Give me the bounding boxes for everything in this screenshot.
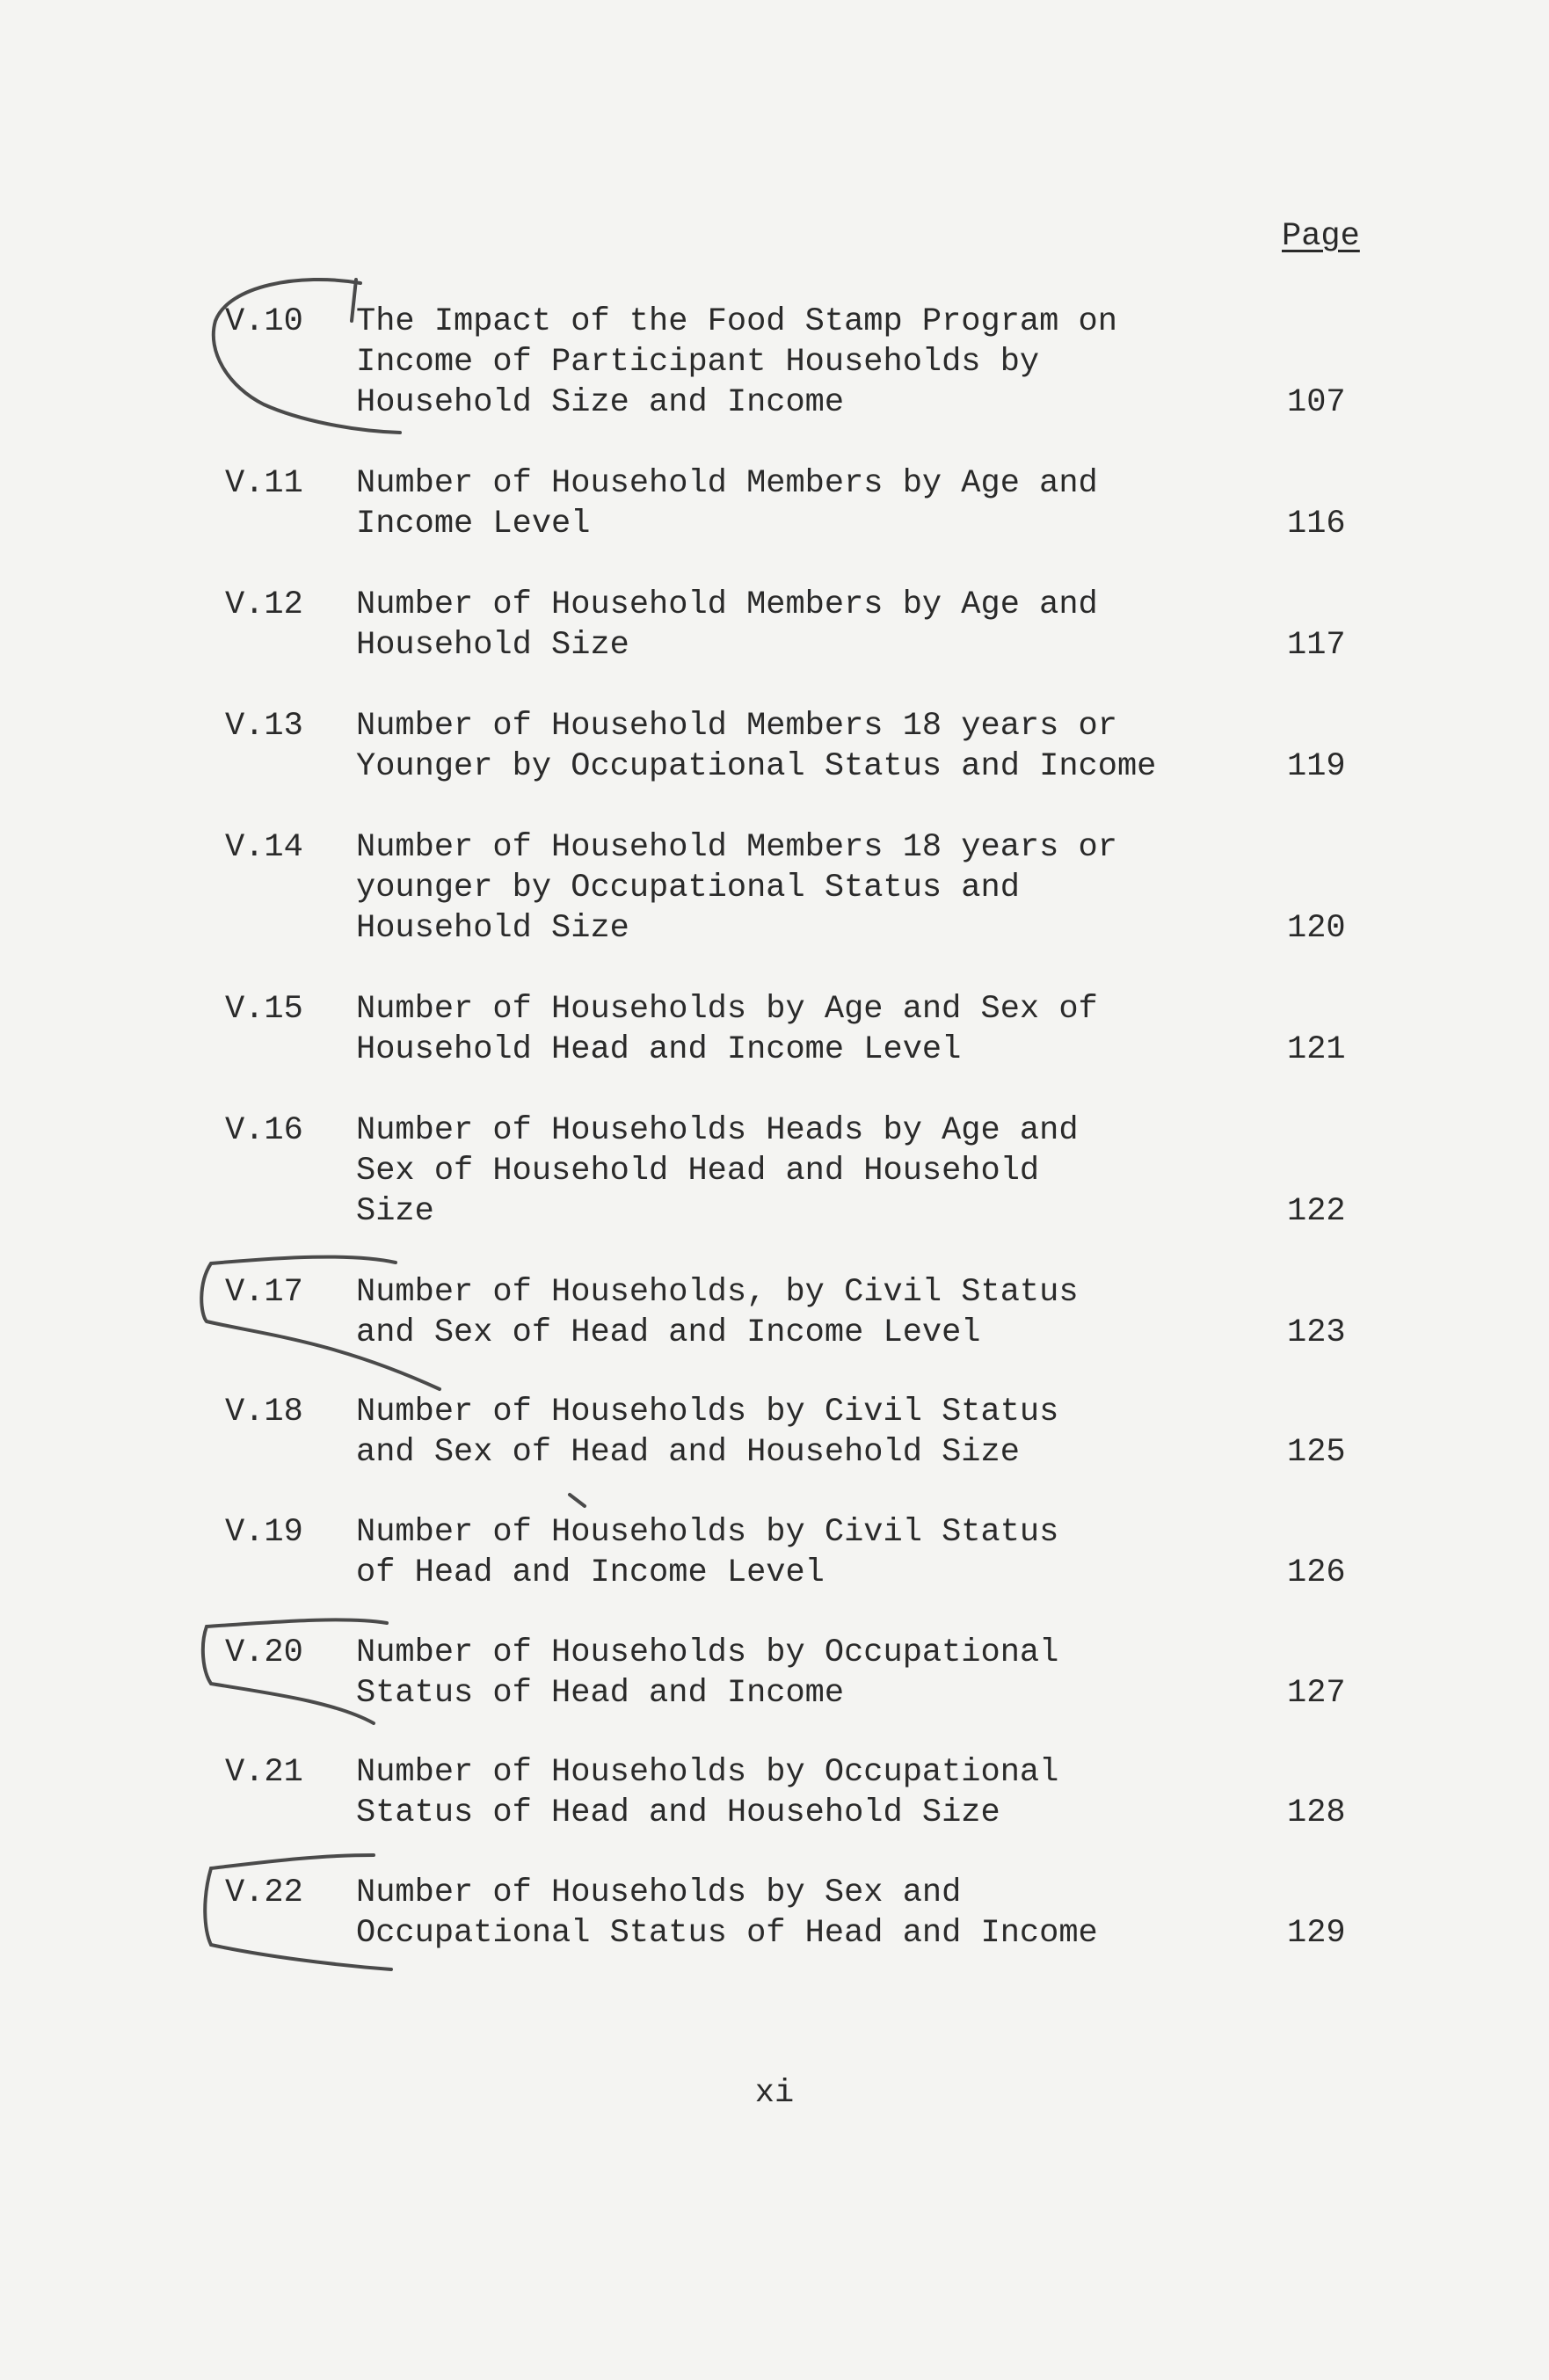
table-number: V.11 xyxy=(225,465,303,502)
page-number: 116 xyxy=(1287,506,1346,542)
table-title: Number of Households by Civil Status of Head and Income Level xyxy=(356,1514,1059,1591)
page-column-header: Page xyxy=(1282,218,1360,255)
table-number: V.22 xyxy=(225,1874,303,1911)
table-number: V.16 xyxy=(225,1112,303,1149)
table-title: Number of Household Members by Age and Income Level xyxy=(356,465,1098,542)
table-title: Number of Households by Sex and Occupational Status of Head and Income xyxy=(356,1874,1098,1952)
page-number: 121 xyxy=(1287,1031,1346,1068)
table-title: Number of Households by Occupational Status of Head and Household Size xyxy=(356,1754,1059,1831)
table-title: Number of Household Members 18 years or younger by Occupational Status and Household Size xyxy=(356,829,1117,947)
page-number: 122 xyxy=(1287,1193,1346,1230)
pen-stray-mark xyxy=(570,1495,585,1506)
page-number: 129 xyxy=(1287,1915,1346,1952)
table-number: V.19 xyxy=(225,1514,303,1551)
page-number: 119 xyxy=(1287,748,1346,785)
pen-tick-mark xyxy=(352,280,356,321)
table-number: V.20 xyxy=(225,1634,303,1671)
table-number: V.21 xyxy=(225,1754,303,1791)
pen-bracket-mark xyxy=(203,1619,387,1723)
table-title: Number of Households by Occupational Status of Head and Income xyxy=(356,1634,1059,1712)
table-title: The Impact of the Food Stamp Program on Income of Participant Households by Household Size and Income xyxy=(356,303,1117,421)
page-number: 107 xyxy=(1287,384,1346,421)
page-number: 125 xyxy=(1287,1434,1346,1471)
pen-bracket-mark xyxy=(201,1257,440,1389)
pen-bracket-mark xyxy=(205,1855,391,1969)
table-title: Number of Households by Civil Status and Sex of Head and Household Size xyxy=(356,1394,1059,1471)
table-title: Number of Households Heads by Age and Sex of Household Head and Household Size xyxy=(356,1112,1079,1230)
page-number: 126 xyxy=(1287,1554,1346,1591)
table-title: Number of Household Members 18 years or Younger by Occupational Status and Income xyxy=(356,708,1157,785)
page-number: 127 xyxy=(1287,1675,1346,1712)
table-title: Number of Households by Age and Sex of Household Head and Income Level xyxy=(356,991,1098,1068)
table-number: V.10 xyxy=(225,303,303,340)
table-number: V.17 xyxy=(225,1274,303,1311)
table-title: Number of Household Members by Age and Household Size xyxy=(356,586,1098,664)
table-number: V.14 xyxy=(225,829,303,866)
table-number: V.18 xyxy=(225,1394,303,1430)
page-number: 117 xyxy=(1287,627,1346,664)
table-title: Number of Households, by Civil Status and Sex of Head and Income Level xyxy=(356,1274,1079,1351)
table-number: V.12 xyxy=(225,586,303,623)
table-number: V.15 xyxy=(225,991,303,1028)
table-number: V.13 xyxy=(225,708,303,745)
pen-circle-mark xyxy=(214,280,400,433)
page-number: 123 xyxy=(1287,1314,1346,1351)
page-number: 120 xyxy=(1287,910,1346,947)
footer-page-number: xi xyxy=(754,2075,795,2112)
page-number: 128 xyxy=(1287,1794,1346,1831)
